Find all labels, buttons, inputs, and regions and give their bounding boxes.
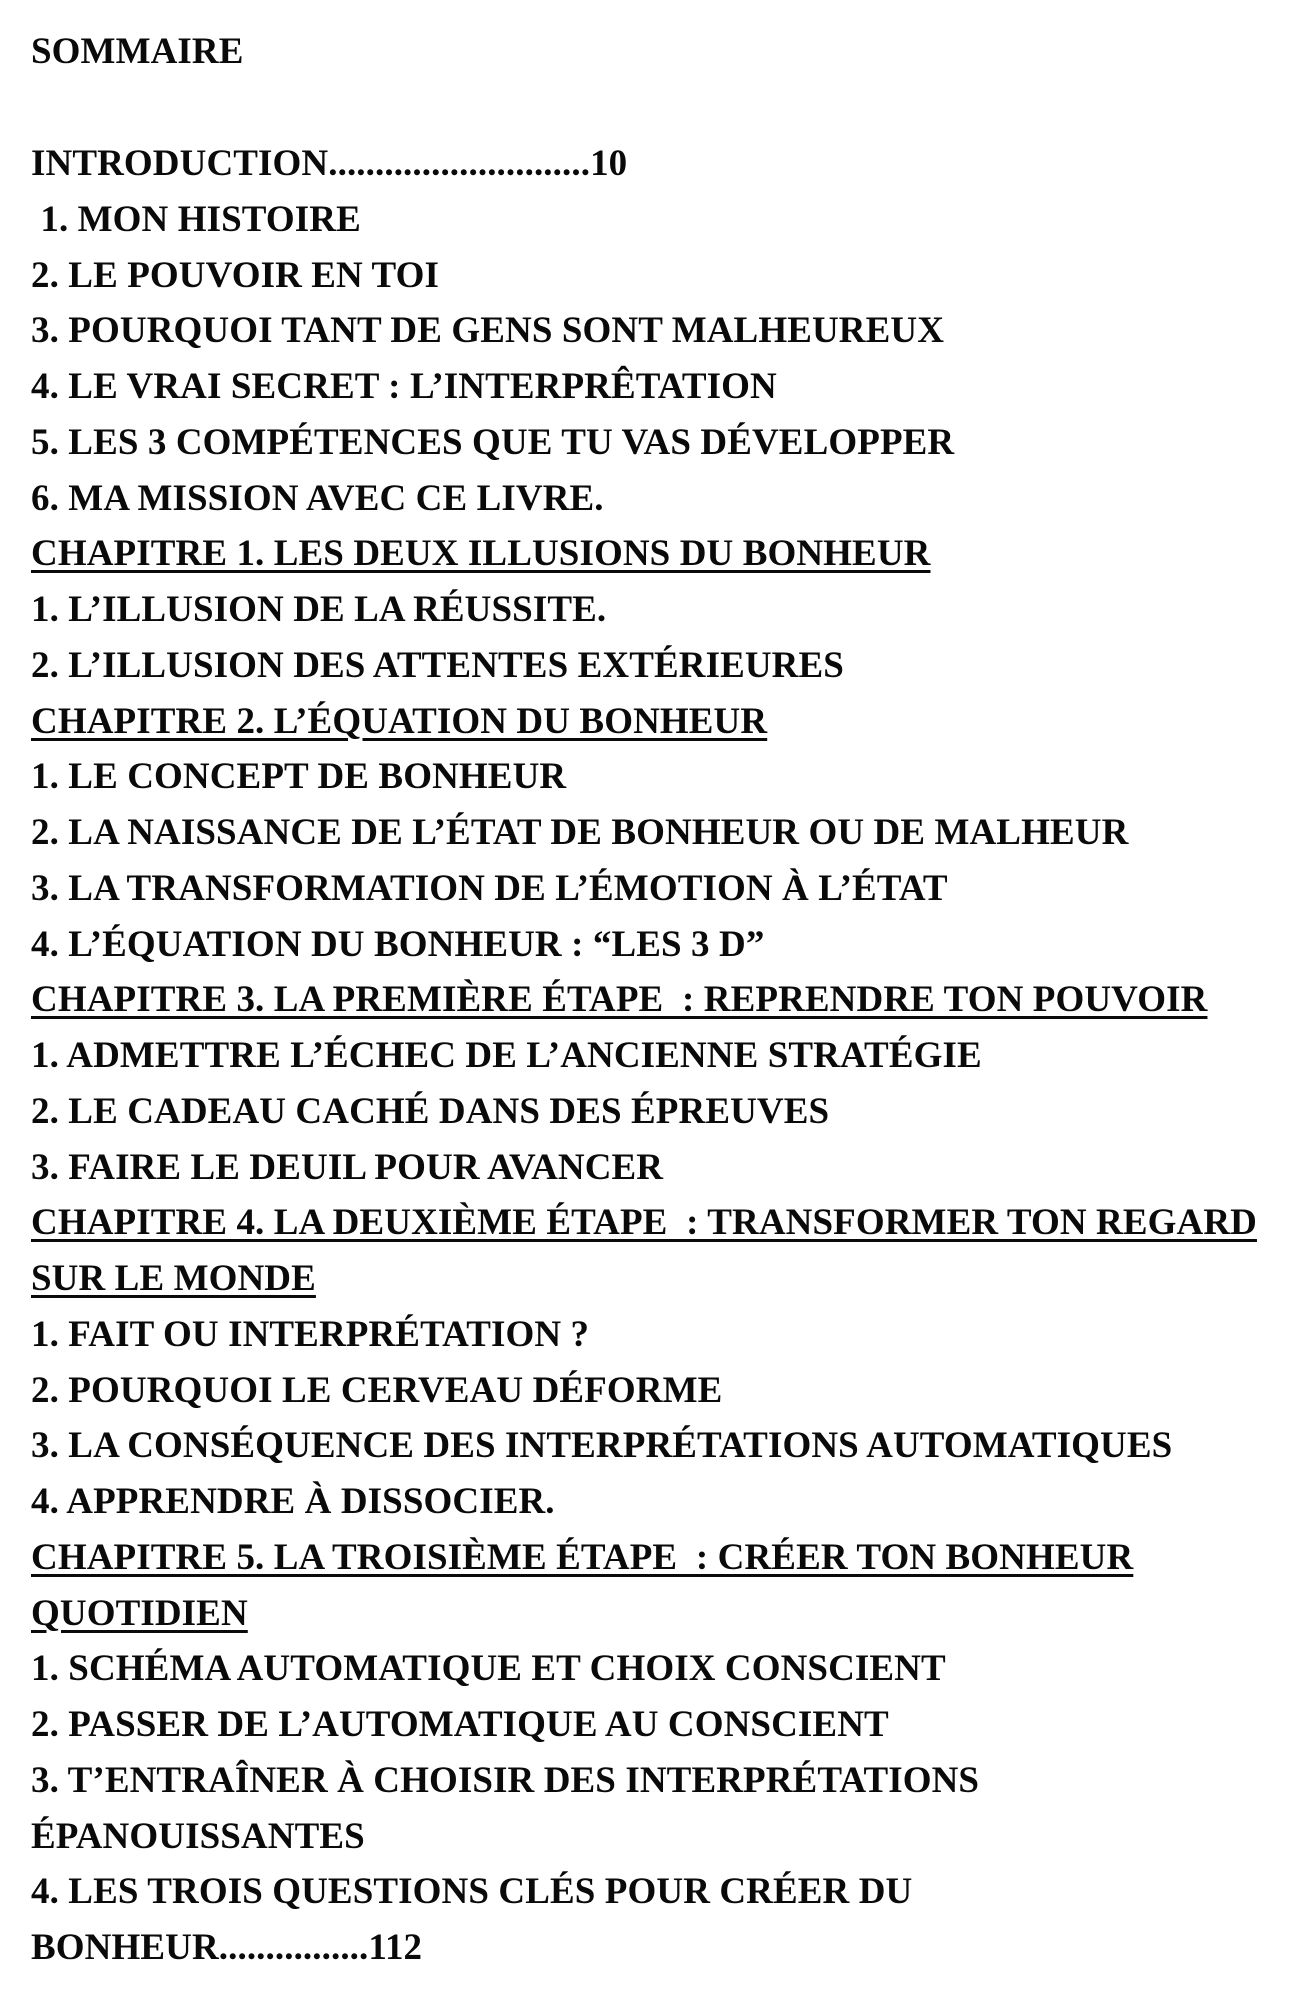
toc-entry: 3. FAIRE LE DEUIL POUR AVANCER	[31, 1146, 664, 1188]
toc-entry: 3. LA CONSÉQUENCE DES INTERPRÉTATIONS AUTOMATIQUES	[31, 1425, 1173, 1467]
toc-entry: 2. L’ILLUSION DES ATTENTES EXTÉRIEURES	[31, 644, 844, 686]
chapter-heading: CHAPITRE 5. LA TROISIÈME ÉTAPE : CRÉER TON BONHEUR	[31, 1536, 1134, 1578]
toc-entry: 3. LA TRANSFORMATION DE L’ÉMOTION À L’ÉTAT	[31, 867, 948, 909]
toc-entry: 1. MON HISTOIRE	[31, 198, 361, 240]
chapter-heading: CHAPITRE 4. LA DEUXIÈME ÉTAPE : TRANSFORMER TON REGARD	[31, 1202, 1257, 1244]
toc-entry: 2. LE CADEAU CACHÉ DANS DES ÉPREUVES	[31, 1090, 830, 1132]
toc-entry: 5. LES 3 COMPÉTENCES QUE TU VAS DÉVELOPPER	[31, 421, 955, 463]
toc-entry: 1. LE CONCEPT DE BONHEUR	[31, 756, 567, 798]
toc-entry: 4. LE VRAI SECRET : L’INTERPRÊTATION	[31, 366, 777, 407]
toc-entry: 1. L’ILLUSION DE LA RÉUSSITE.	[31, 589, 607, 630]
chapter-heading: QUOTIDIEN	[31, 1592, 248, 1634]
toc-entry: 4. L’ÉQUATION DU BONHEUR : “LES 3 D”	[31, 923, 765, 965]
toc-entry: 1. FAIT OU INTERPRÉTATION ?	[31, 1313, 590, 1355]
toc-entry-label: BONHEUR	[31, 1927, 219, 1968]
toc-entry-final	[31, 1920, 422, 1976]
toc-page-number: 10	[590, 143, 628, 184]
chapter-heading: CHAPITRE 3. LA PREMIÈRE ÉTAPE : REPRENDRE TON POUVOIR	[31, 979, 1208, 1021]
toc-entry: 4. APPRENDRE À DISSOCIER.	[31, 1481, 555, 1522]
toc-entry: ÉPANOUISSANTES	[31, 1815, 365, 1857]
toc-entry: 1. ADMETTRE L’ÉCHEC DE L’ANCIENNE STRATÉGIE	[31, 1035, 982, 1076]
toc-entry: 2. LE POUVOIR EN TOI	[31, 254, 440, 296]
toc-entry: 2. PASSER DE L’AUTOMATIQUE AU CONSCIENT	[31, 1704, 889, 1745]
toc-page-number: 112	[368, 1927, 423, 1968]
toc-entry: 1. SCHÉMA AUTOMATIQUE ET CHOIX CONSCIENT	[31, 1648, 946, 1690]
toc-entry: 6. MA MISSION AVEC CE LIVRE.	[31, 477, 604, 519]
chapter-heading: SUR LE MONDE	[31, 1258, 316, 1299]
toc-entry-label: INTRODUCTION	[31, 143, 329, 184]
toc-leader-dots: ............................	[328, 143, 591, 184]
toc-entry: 2. LA NAISSANCE DE L’ÉTAT DE BONHEUR OU DE MALHEUR	[31, 812, 1129, 853]
toc-entry: 3. T’ENTRAÎNER À CHOISIR DES INTERPRÉTATIONS	[31, 1759, 980, 1801]
page-title: SOMMAIRE	[31, 31, 244, 72]
chapter-heading: CHAPITRE 1. LES DEUX ILLUSIONS DU BONHEUR	[31, 533, 931, 575]
toc-entry: 2. POURQUOI LE CERVEAU DÉFORME	[31, 1369, 723, 1411]
toc-entry: 3. POURQUOI TANT DE GENS SONT MALHEUREUX	[31, 310, 945, 352]
chapter-heading: CHAPITRE 2. L’ÉQUATION DU BONHEUR	[31, 700, 768, 742]
toc-entry: 4. LES TROIS QUESTIONS CLÉS POUR CRÉER DU	[31, 1871, 913, 1913]
toc-entry-introduction	[31, 136, 627, 192]
toc-leader-dots: ................	[218, 1927, 369, 1968]
